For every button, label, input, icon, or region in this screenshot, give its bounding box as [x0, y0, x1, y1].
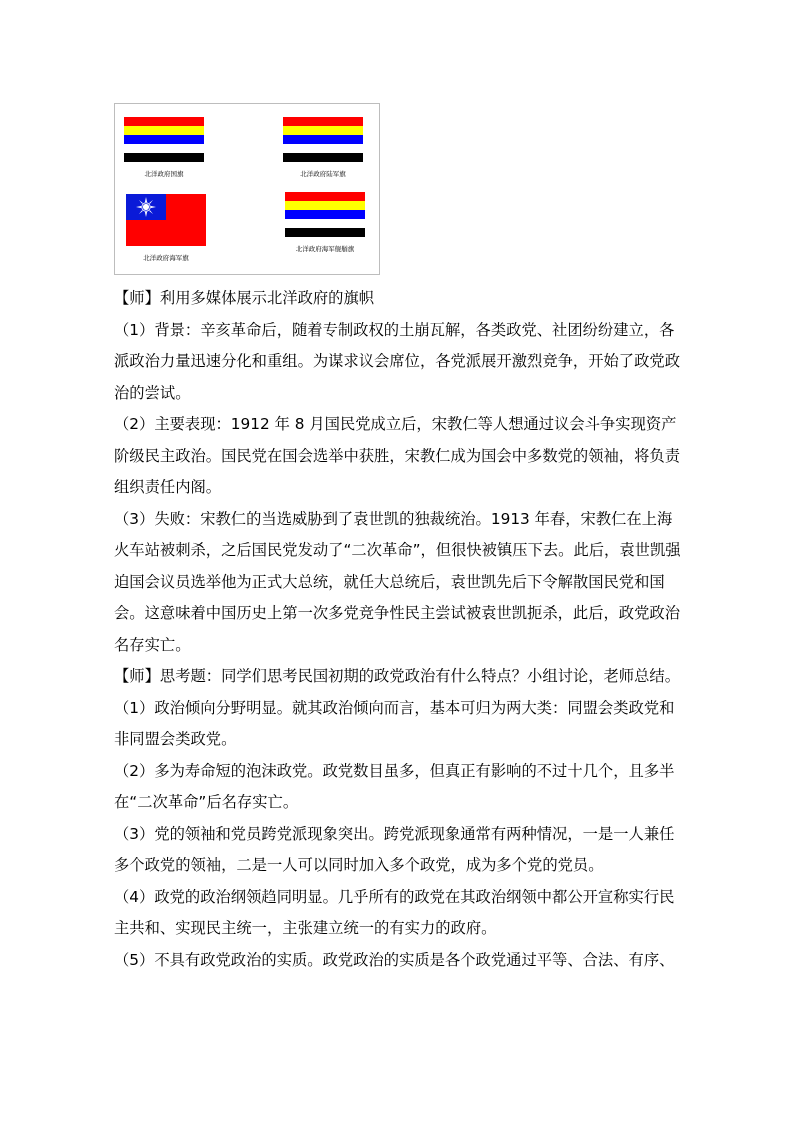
white-sun-emblem [126, 194, 166, 220]
performance-paragraph: （2）主要表现：1912 年 8 月国民党成立后，宋教仁等人想通过议会斗争实现资产阶级民主政治。国民党在国会选举中获胜，宋教仁成为国会中多数党的领袖，将负责组织责任内阁。 [114, 415, 680, 496]
national-flag [124, 117, 204, 178]
navy-jack-flag [285, 192, 365, 253]
feature-4-paragraph: （4）政党的政治纲领趋同明显。几乎所有的政党在其政治纲领中都公开宣称实行民主共和、实现民主统一，主张建立统一的有实力的政府。 [114, 887, 675, 937]
feature-3-paragraph: （3）党的领袖和党员跨党派现象突出。跨党派现象通常有两种情况，一是一人兼任多个政党的领袖，二是一人可以同时加入多个政党，成为多个党的党员。 [114, 824, 675, 874]
question-paragraph: 【师】思考题：同学们思考民国初期的政党政治有什么特点？小组讨论，老师总结。 [114, 667, 680, 685]
feature-2-paragraph: （2）多为寿命短的泡沫政党。政党数目虽多，但真正有影响的不过十几个，且多半在“二次革命”后名存实亡。 [114, 761, 675, 811]
flags-figure [114, 103, 380, 275]
feature-5-paragraph: （5）不具有政党政治的实质。政党政治的实质是各个政党通过平等、合法、有序、 [114, 950, 675, 969]
flag-caption: 北洋政府海军旗 [143, 254, 189, 262]
feature-1-paragraph: （1）政治倾向分野明显。就其政治倾向而言，基本可归为两大类：同盟会类政党和非同盟会类政党。 [114, 698, 675, 748]
teacher-heading: 【师】利用多媒体展示北洋政府的旗帜 [114, 289, 375, 307]
flag-caption: 北洋政府陆军旗 [300, 170, 346, 178]
army-flag [283, 117, 363, 178]
document-body [114, 283, 686, 976]
flag-caption: 北洋政府国旗 [144, 170, 184, 178]
failure-paragraph: （3）失败：宋教仁的当选威胁到了袁世凯的独裁统治。1913 年春，宋教仁在上海火车站被刺杀，之后国民党发动了“二次革命”，但很快被镇压下去。此后，袁世凯强迫国会议员选举他为正式大总统，就任大总统后，袁世凯先后下令解散国民党和国会。这意味着中国历史上第一次多党竞争性民主尝试被袁世凯扼杀，此后，政党政治名存实亡。 [114, 509, 681, 654]
background-paragraph: （1）背景：辛亥革命后，随着专制政权的土崩瓦解，各类政党、社团纷纷建立，各派政治力量迅速分化和重组。为谋求议会席位，各党派展开激烈竞争，开始了政党政治的尝试。 [114, 320, 680, 402]
flag-caption: 北洋政府海军舰艏旗 [295, 245, 355, 253]
navy-flag [126, 194, 206, 262]
